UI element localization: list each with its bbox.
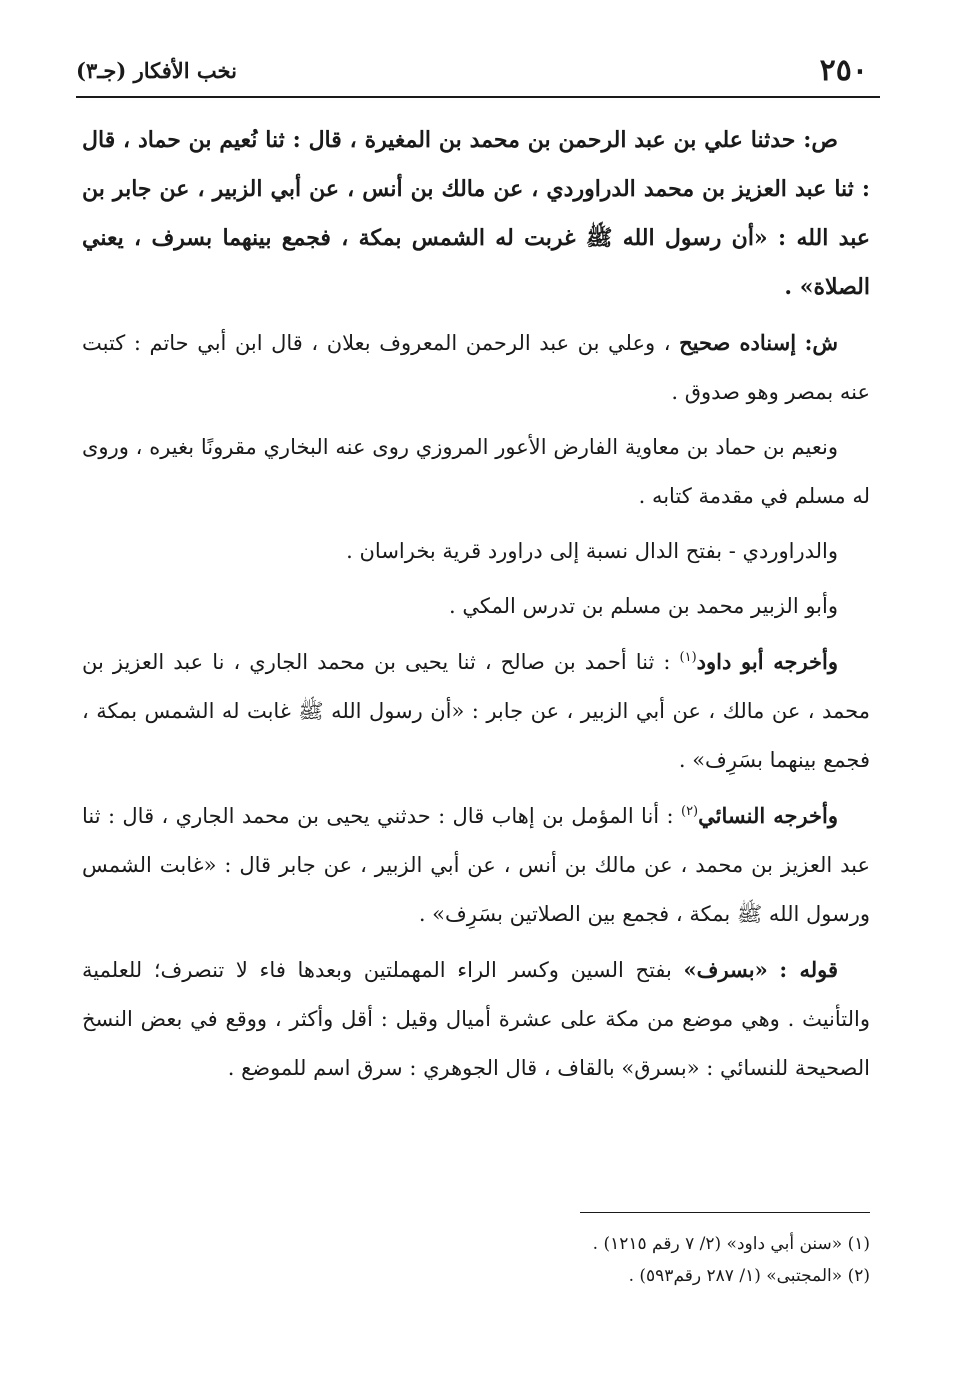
page-header <box>76 50 868 90</box>
paragraph-label: وأخرجه النسائي <box>698 803 838 828</box>
paragraph-text: حدثنا علي بن عبد الرحمن بن محمد بن المغيرة ، قال : ثنا نُعيم بن حماد ، قال : ثنا عبد العزيز بن محمد الدراوردي ، عن مالك بن أنس ، عن أبي الزبير ، عن جابر بن عبد الله : «أن رسول الله ﷺ غربت له الشمس بمكة ، فجمع بينهما بسرف ، يعني الصلاة» . <box>82 127 870 300</box>
takhrij-paragraph <box>82 791 870 939</box>
paragraph-label: قوله : <box>779 957 838 982</box>
footnote: (٢) «المجتبى» (١/ ٢٨٧ رقم٥٩٣) . <box>628 1266 870 1286</box>
main-text <box>82 116 870 1099</box>
paragraph-label: وأخرجه أبو داود <box>696 649 838 674</box>
running-title: نخب الأفكار (جـ٣) <box>76 57 237 83</box>
narrator-note-paragraph: ونعيم بن حماد بن معاوية الفارض الأعور المروزي روى عنه البخاري مقرونًا بغيره ، وروى له مسلم في مقدمة كتابه . <box>82 435 870 508</box>
footnote: (١) «سنن أبي داود» (٢/ ٧ رقم ١٢١٥) . <box>592 1234 870 1254</box>
takhrij-paragraph <box>82 637 870 785</box>
commentary-paragraph <box>82 318 870 417</box>
header-divider <box>76 96 880 98</box>
quoted-word: «بسرف» <box>683 957 768 982</box>
page-number: ٢٥٠ <box>819 52 868 88</box>
paragraph-label: ص: <box>803 127 838 153</box>
footnote-reference: (٢) <box>680 804 699 819</box>
footnote-reference: (١) <box>679 650 697 665</box>
narrator-note-paragraph: والدراوردي - بفتح الدال نسبة إلى دراورد قرية بخراسان . <box>346 539 838 563</box>
bold-phrase: إسناده صحيح <box>679 330 797 355</box>
paragraph-text: : أنا المؤمل بن إهاب قال : حدثني يحيى بن محمد الجاري ، قال : ثنا عبد العزيز بن محمد ، عن مالك بن أنس ، عن أبي الزبير ، عن جابر قال : «غابت الشمس ورسول الله ﷺ بمكة ، فجمع بين الصلاتين بسَرِف» . <box>82 804 870 926</box>
footnote-divider <box>580 1212 870 1213</box>
paragraph-text: بفتح السين وكسر الراء المهملتين وبعدها فاء لا تنصرف؛ للعلمية والتأنيث . وهي موضع من مكة على عشرة أميال وقيل : أقل وأكثر ، ووقع في بعض النسخ الصحيحة للنسائي : «بسرق» بالقاف ، قال الجوهري : سرق اسم للموضع . <box>82 958 870 1080</box>
paragraph-text: ، وعلي بن عبد الرحمن المعروف بعلان ، قال ابن أبي حاتم : كتبت عنه بمصر وهو صدوق . <box>82 331 870 404</box>
hadith-text-paragraph <box>82 116 870 312</box>
explanation-paragraph <box>82 945 870 1093</box>
paragraph-text: : ثنا أحمد بن صالح ، ثنا يحيى بن محمد الجاري ، نا عبد العزيز بن محمد ، عن مالك ، عن أبي الزبير ، عن جابر : «أن رسول الله ﷺ غابت له الشمس بمكة ، فجمع بينهما بسَرِف» . <box>82 650 870 772</box>
paragraph-label: ش: <box>804 330 838 355</box>
narrator-note-paragraph: وأبو الزبير محمد بن مسلم بن تدرس المكي . <box>449 594 838 618</box>
footnotes <box>82 1228 870 1292</box>
